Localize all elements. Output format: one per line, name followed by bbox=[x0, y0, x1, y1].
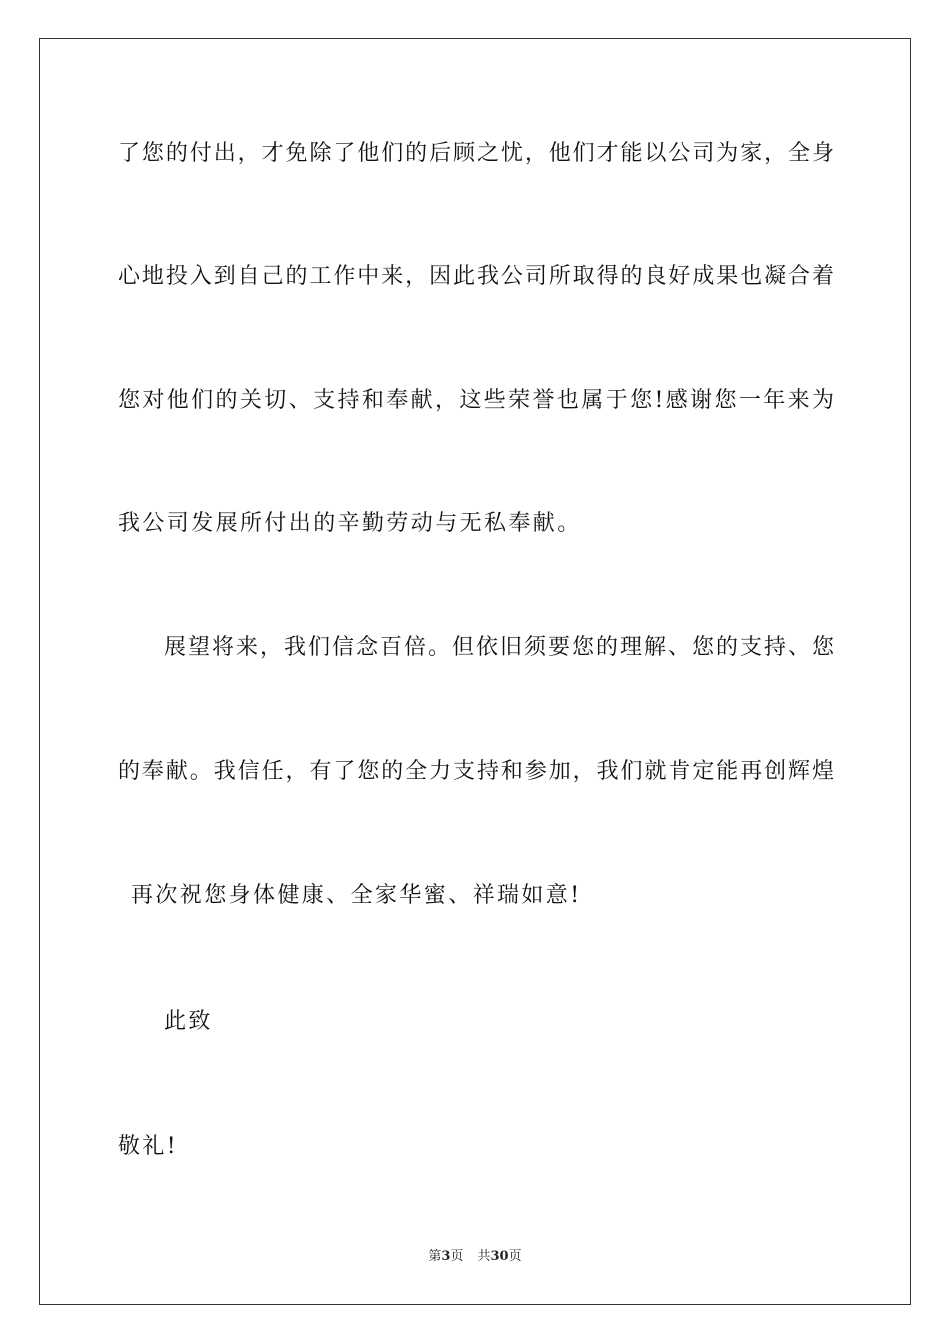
body-line-4: 我公司发展所付出的辛勤劳动与无私奉献。 bbox=[118, 511, 582, 536]
body-line-6: 的奉献。我信任，有了您的全力支持和参加，我们就肯定能再创辉煌 bbox=[118, 759, 834, 784]
body-line-5: 展望将来，我们信念百倍。但依旧须要您的理解、您的支持、您 bbox=[164, 635, 834, 660]
footer-page-number: 3 bbox=[441, 1249, 451, 1264]
page-border bbox=[39, 38, 911, 1305]
footer-total-suffix: 页 bbox=[508, 1249, 522, 1264]
footer-page-prefix: 第 bbox=[428, 1249, 442, 1264]
body-line-2: 心地投入到自己的工作中来，因此我公司所取得的良好成果也凝合着 bbox=[118, 264, 834, 289]
footer-page-suffix: 页 bbox=[450, 1249, 464, 1264]
footer-total-prefix: 共 bbox=[477, 1249, 491, 1264]
closing-salutation: 此致 bbox=[164, 1009, 213, 1034]
body-line-3: 您对他们的关切、支持和奉献，这些荣誉也属于您!感谢您一年来为 bbox=[118, 388, 834, 413]
closing-regards: 敬礼! bbox=[118, 1134, 179, 1159]
body-line-1: 了您的付出，才免除了他们的后顾之忧，他们才能以公司为家，全身 bbox=[118, 141, 834, 166]
page-footer bbox=[0, 1248, 950, 1266]
footer-total-pages: 30 bbox=[490, 1249, 509, 1264]
wishes-line: 再次祝您身体健康、全家华蜜、祥瑞如意! bbox=[131, 883, 582, 908]
